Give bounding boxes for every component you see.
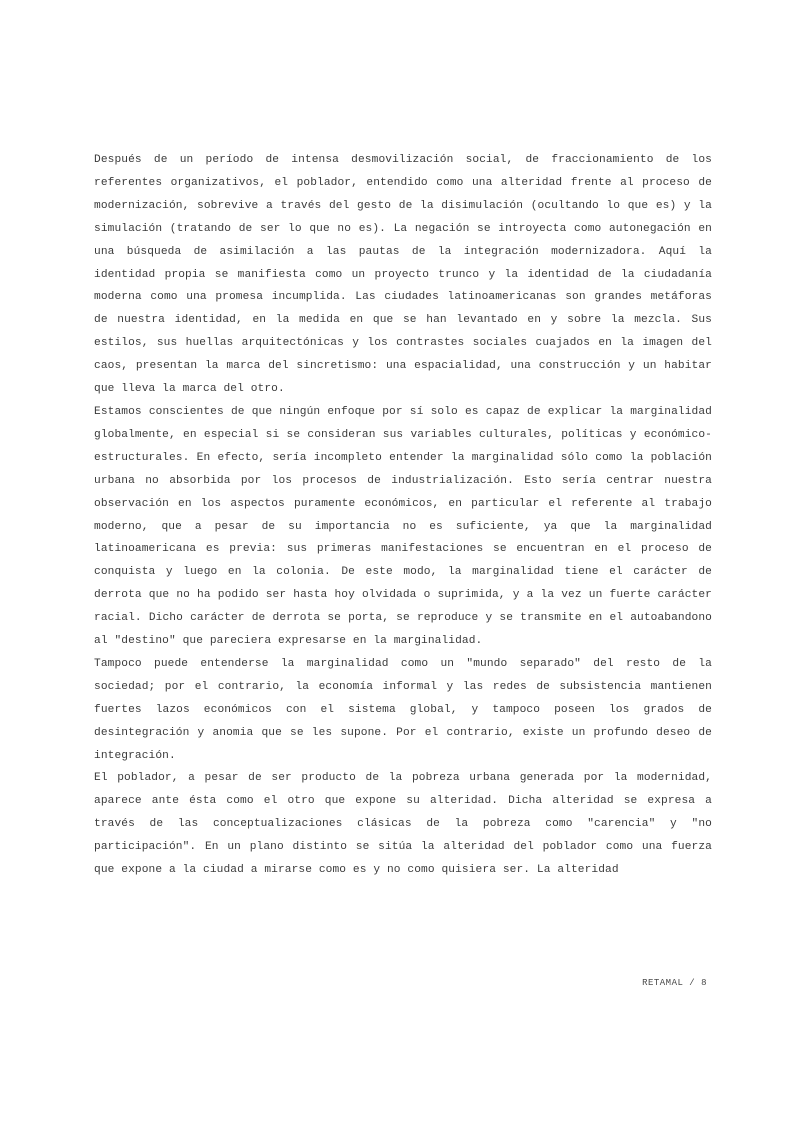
paragraph-1: Después de un período de intensa desmovilización social, de fraccionamiento de los referentes organizativos, el poblador, entendido como una alteridad frente al proceso de modernización, sobrevive a través del gesto de la disimulación (ocultando lo que es) y la simulación (tratando de ser lo que no es). La negación se introyecta como autonegación en una búsqueda de asimilación a las pautas de la integración modernizadora. Aquí la identidad propia se manifiesta como un proyecto trunco y la identidad de la ciudadanía moderna como una promesa incumplida. Las ciudades latinoamericanas son grandes metáforas de nuestra identidad, en la medida en que se han levantado en y sobre la mezcla. Sus estilos, sus huellas arquitectónicas y los contrastes sociales cuajados en la imagen del caos, presentan la marca del sincretismo: una espacialidad, una construcción y un habitar que lleva la marca del otro. bbox=[94, 154, 712, 396]
body-text bbox=[94, 149, 712, 882]
paragraph-3: Tampoco puede entenderse la marginalidad como un "mundo separado" del resto de la sociedad; por el contrario, la economía informal y las redes de subsistencia mantienen fuertes lazos económicos con el sistema global, y tampoco poseen los grados de desintegración y anomia que se les supone. Por el contrario, existe un profundo deseo de integración. bbox=[94, 657, 712, 762]
page-footer: RETAMAL / 8 bbox=[642, 978, 707, 988]
paragraph-4: El poblador, a pesar de ser producto de la pobreza urbana generada por la modernidad, aparece ante ésta como el otro que expone su alteridad. Dicha alteridad se expresa a través de las conceptualizaciones clásicas de la pobreza como "carencia" y "no participación". En un plano distinto se sitúa la alteridad del poblador como una fuerza que expone a la ciudad a mirarse como es y no como quisiera ser. La alteridad bbox=[94, 772, 712, 877]
paragraph-2: Estamos conscientes de que ningún enfoque por sí solo es capaz de explicar la marginalidad globalmente, en especial si se consideran sus variables culturales, políticas y económico-estructurales. En efecto, sería incompleto entender la marginalidad sólo como la población urbana no absorbida por los procesos de industrialización. Esto sería centrar nuestra observación en los aspectos puramente económicos, en particular el referente al trabajo moderno, que a pesar de su importancia no es suficiente, ya que la marginalidad latinoamericana es previa: sus primeras manifestaciones se encuentran en el proceso de conquista y luego en la colonia. De este modo, la marginalidad tiene el carácter de derrota que no ha podido ser hasta hoy olvidada o suprimida, y a la vez un fuerte carácter racial. Dicho carácter de derrota se porta, se reproduce y se transmite en el autoabandono al "destino" que pareciera expresarse en la marginalidad. bbox=[94, 405, 712, 648]
